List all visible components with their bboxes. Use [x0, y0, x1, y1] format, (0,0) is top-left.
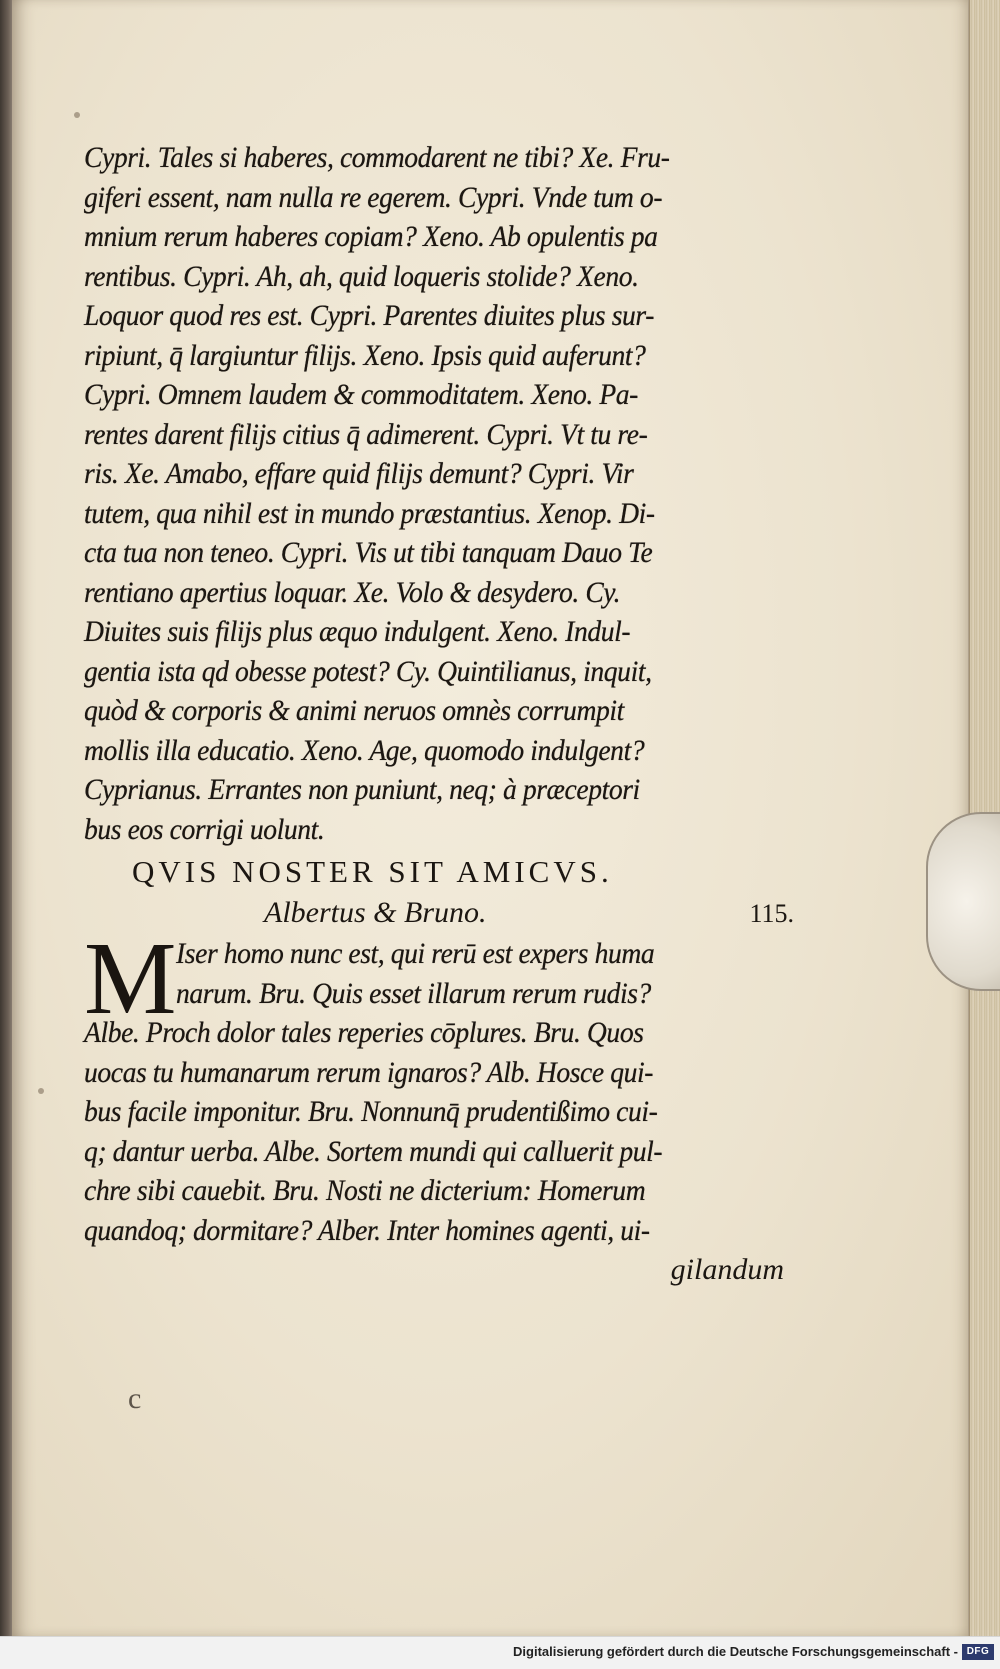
text-line: mnium rerum haberes copiam? Xeno. Ab opulentis pa [84, 220, 658, 253]
text-line: Cypri. Tales si haberes, commodarent ne tibi? Xe. Fru- [84, 141, 670, 174]
catchword: gilandum [670, 1253, 784, 1286]
text-line: Cyprianus. Errantes non puniunt, neq; à præceptori [84, 773, 640, 806]
text-line: quòd & corporis & animi neruos omnès corrumpit [84, 694, 624, 727]
drop-cap-letter: M [84, 921, 177, 1036]
text-line: chre sibi cauebit. Bru. Nosti ne dicterium: Homerum [84, 1174, 646, 1207]
text-line: Albe. Proch dolor tales reperies cōplures. Bru. Quos [84, 1016, 644, 1049]
text-line: Diuites suis filijs plus æquo indulgent. Xeno. Indul- [84, 615, 631, 648]
page-text-block [84, 138, 794, 1290]
text-line: rentiano apertius loquar. Xe. Volo & desydero. Cy. [84, 575, 621, 609]
text-line: bus eos corrigi uolunt. [84, 812, 325, 846]
catchword-line [84, 1250, 784, 1290]
dfg-logo-icon: DFG [962, 1644, 994, 1660]
speck-mark [38, 1088, 44, 1094]
text-line: ripiunt, q̄ largiuntur filijs. Xeno. Ipsis quid auferunt? [84, 338, 646, 372]
text-line: rentes darent filijs citius q̄ adimerent. Cypri. Vt tu re- [84, 417, 648, 451]
funding-credit: Digitalisierung gefördert durch die Deutsche Forschungsgemeinschaft - [513, 1644, 958, 1659]
text-line: quandoq; dormitare? Alber. Inter homines agenti, ui- [84, 1213, 650, 1247]
text-line: giferi essent, nam nulla re egerem. Cypri. Vnde tum o- [84, 180, 663, 214]
footer-bar [0, 1636, 1000, 1669]
text-line: gentia ista qd obesse potest? Cy. Quintilianus, inquit, [84, 654, 652, 688]
page-number: 115. [749, 899, 794, 928]
text-line: narum. Bru. Quis esset illarum rerum rudis? [176, 976, 651, 1010]
text-line: bus facile imponitur. Bru. Nonnunq̄ prudentißimo cui- [84, 1095, 658, 1128]
text-line: rentibus. Cypri. Ah, ah, quid loqueris stolide? Xeno. [84, 259, 639, 293]
text-line: ris. Xe. Amabo, effare quid filijs demunt? Cypri. Vir [84, 457, 634, 490]
chapter-heading: QVIS NOSTER SIT AMICVS. [132, 854, 613, 889]
text-line: cta tua non teneo. Cypri. Vis ut tibi tanquam Dauo Te [84, 536, 653, 569]
page-holder-clip [926, 812, 1000, 991]
text-line: mollis illa educatio. Xeno. Age, quomodo indulgent? [84, 733, 645, 767]
dialogue-text-after-heading [84, 1013, 784, 1250]
dialogue-text-before-heading [84, 138, 784, 849]
text-line: q; dantur uerba. Albe. Sortem mundi qui calluerit pul- [84, 1134, 663, 1168]
text-line: Cypri. Omnem laudem & commoditatem. Xeno. Pa- [84, 378, 638, 411]
text-line: Loquor quod res est. Cypri. Parentes diuites plus sur- [84, 299, 654, 332]
text-line: uocas tu humanarum rerum ignaros? Alb. Hosce qui- [84, 1055, 654, 1089]
text-line: tutem, qua nihil est in mundo præstantius. Xenop. Di- [84, 496, 655, 530]
speakers-line [264, 893, 794, 934]
signature-mark: c [128, 1382, 142, 1415]
text-line: Iser homo nunc est, qui rerū est expers huma [176, 937, 655, 970]
speakers-label: Albertus & Bruno. [264, 896, 487, 929]
book-page [12, 0, 968, 1636]
speck-mark [74, 112, 80, 118]
